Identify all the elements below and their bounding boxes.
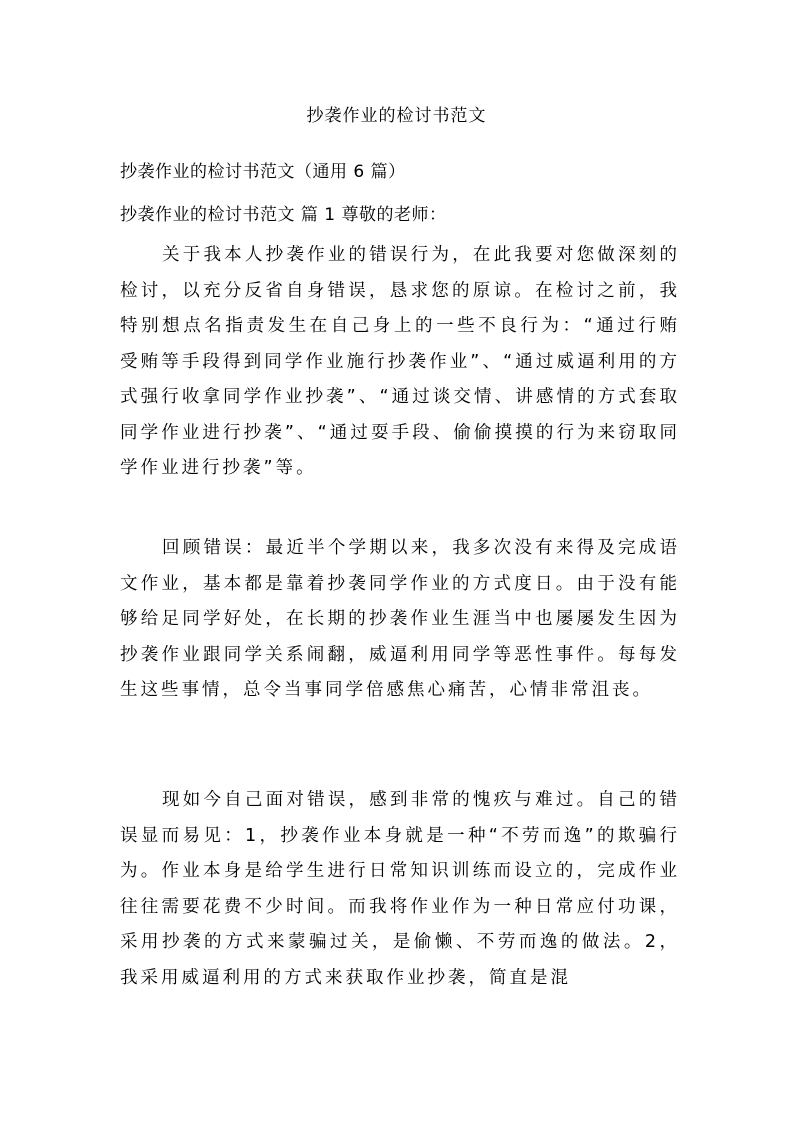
document-title: 抄袭作业的检讨书范文 bbox=[306, 106, 487, 126]
paragraph-1: 关于我本人抄袭作业的错误行为，在此我要对您做深刻的检讨，以充分反省自身错误，恳求您的原谅。在检讨之前，我特别想点名指责发生在自己身上的一些不良行为：“通过行贿受贿等手段得到同学作业施行抄袭作业”、“通过威逼利用的方式强行收拿同学作业抄袭”、“通过谈交情、讲感情的方式套取同学作业进行抄袭”、“通过耍手段、偷偷摸摸的行为来窃取同学作业进行抄袭”等。 bbox=[120, 245, 680, 478]
paragraph-3: 现如今自己面对错误，感到非常的愧疚与难过。自己的错误显而易见：1，抄袭作业本身就是一种“不劳而逸”的欺骗行为。作业本身是给学生进行日常知识训练而设立的，完成作业往往需要花费不少时间。而我将作业作为一种日常应付功课，采用抄袭的方式来蒙骗过关，是偷懒、不劳而逸的做法。2，我采用威逼利用的方式来获取作业抄袭，简直是混 bbox=[120, 790, 680, 988]
section-heading: 抄袭作业的检讨书范文 篇 1 尊敬的老师： bbox=[120, 205, 447, 225]
paragraph-2: 回顾错误：最近半个学期以来，我多次没有来得及完成语文作业，基本都是靠着抄袭同学作业的方式度日。由于没有能够给足同学好处，在长期的抄袭作业生涯当中也屡屡发生因为抄袭作业跟同学关系闹翻，威逼利用同学等恶性事件。每每发生这些事情，总令当事同学倍感焦心痛苦，心情非常沮丧。 bbox=[120, 538, 680, 700]
document-subtitle: 抄袭作业的检讨书范文（通用 6 篇） bbox=[120, 162, 406, 182]
